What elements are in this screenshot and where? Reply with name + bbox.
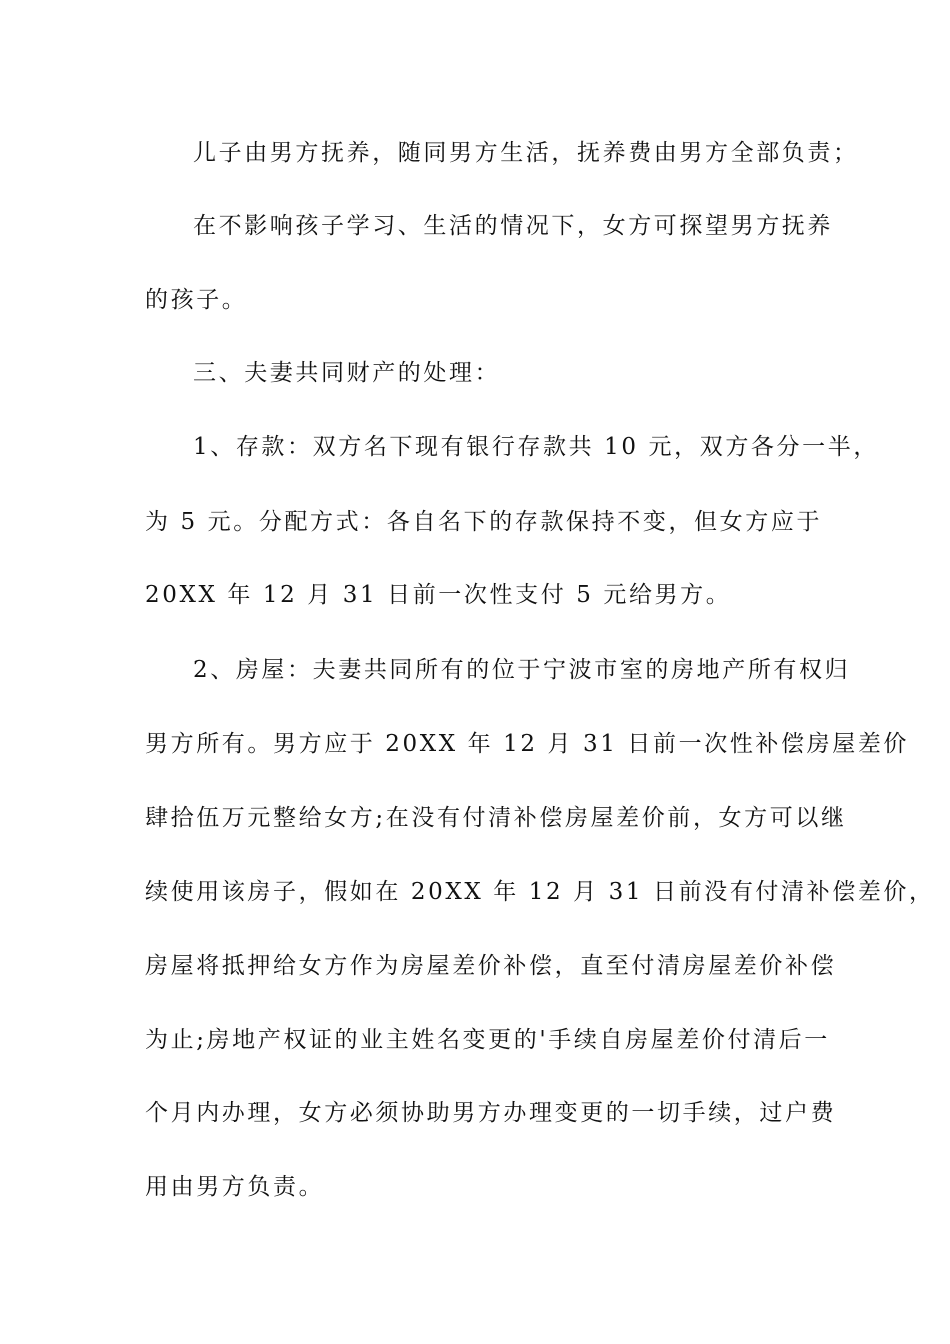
paragraph-line: 儿子由男方抚养，随同男方生活，抚养费由男方全部负责； xyxy=(193,140,859,166)
paragraph-line: 用由男方负责。 xyxy=(145,1174,325,1200)
paragraph-line: 20XX 年 12 月 31 日前一次性支付 5 元给男方。 xyxy=(145,582,732,608)
paragraph-line: 为止;房地产权证的业主姓名变更的'手续自房屋差价付清后一 xyxy=(145,1027,830,1053)
paragraph-line: 1、存款：双方名下现有银行存款共 10 元，双方各分一半， xyxy=(193,434,879,460)
paragraph-line: 个月内办理，女方必须协助男方办理变更的一切手续，过户费 xyxy=(145,1100,837,1126)
paragraph-line: 男方所有。男方应于 20XX 年 12 月 31 日前一次性补偿房屋差价 xyxy=(145,731,910,757)
section-heading: 三、夫妻共同财产的处理： xyxy=(193,360,501,386)
paragraph-line: 为 5 元。分配方式：各自名下的存款保持不变，但女方应于 xyxy=(145,509,823,535)
paragraph-line: 2、房屋：夫妻共同所有的位于宁波市室的房地产所有权归 xyxy=(193,657,851,683)
paragraph-line: 在不影响孩子学习、生活的情况下，女方可探望男方抚养 xyxy=(193,213,833,239)
paragraph-line: 肆拾伍万元整给女方;在没有付清补偿房屋差价前，女方可以继 xyxy=(145,805,847,831)
paragraph-line: 的孩子。 xyxy=(145,287,248,313)
paragraph-line: 续使用该房子，假如在 20XX 年 12 月 31 日前没有付清补偿差价， xyxy=(145,879,935,905)
paragraph-line: 房屋将抵押给女方作为房屋差价补偿，直至付清房屋差价补偿 xyxy=(145,953,837,979)
